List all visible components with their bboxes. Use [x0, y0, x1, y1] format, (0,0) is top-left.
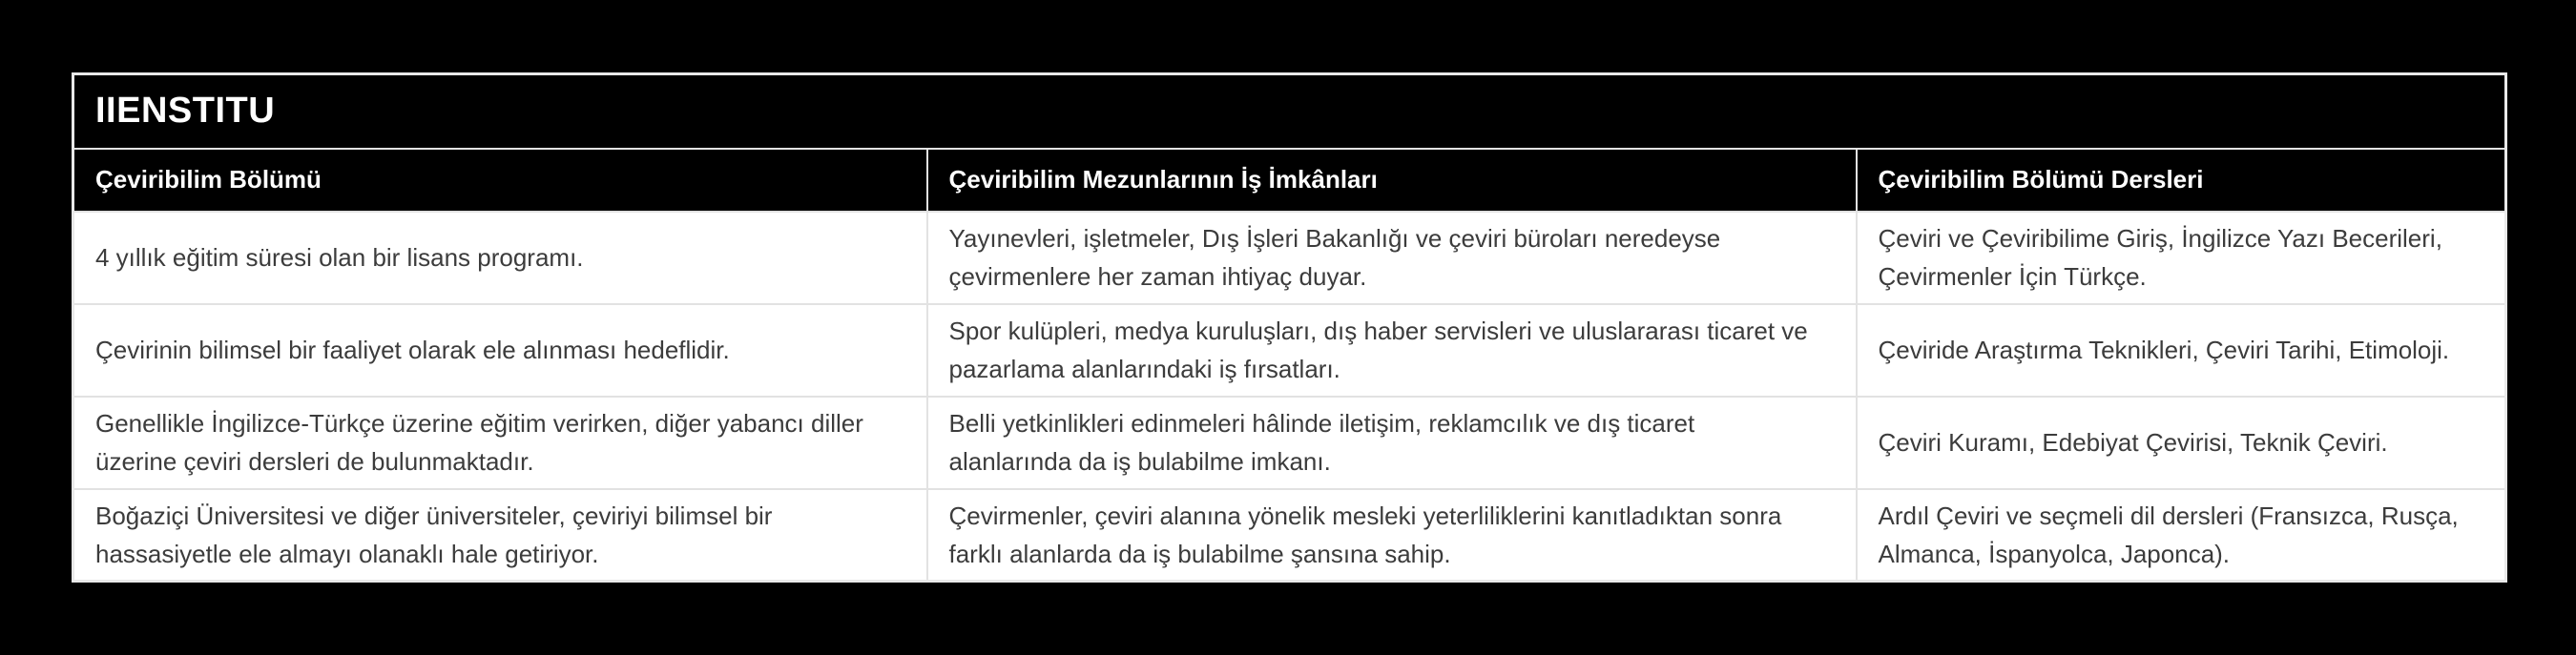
table-cell: Çeviride Araştırma Teknikleri, Çeviri Tarihi, Etimoloji. [1857, 304, 2506, 397]
table-cell: 4 yıllık eğitim süresi olan bir lisans programı. [73, 212, 927, 304]
translation-department-table [72, 72, 2507, 583]
table-cell: Boğaziçi Üniversitesi ve diğer üniversiteler, çeviriyi bilimsel bir hassasiyetle ele almayı olanaklı hale getiriyor. [73, 489, 927, 582]
table-cell: Çevirmenler, çeviri alanına yönelik mesleki yeterliliklerini kanıtladıktan sonra farklı alanlarda da iş bulabilme şansına sahip. [927, 489, 1857, 582]
table-row [73, 397, 2506, 489]
column-header-bolumu-dersleri: Çeviribilim Bölümü Dersleri [1857, 149, 2506, 212]
table-cell: Genellikle İngilizce-Türkçe üzerine eğitim verirken, diğer yabancı diller üzerine çeviri dersleri de bulunmaktadır. [73, 397, 927, 489]
column-header-is-imkanlari: Çeviribilim Mezunlarının İş İmkânları [927, 149, 1857, 212]
table-row [73, 212, 2506, 304]
table-row [73, 489, 2506, 582]
title-row [73, 74, 2506, 149]
header-row [73, 149, 2506, 212]
table-cell: Çeviri ve Çeviribilime Giriş, İngilizce Yazı Becerileri, Çevirmenler İçin Türkçe. [1857, 212, 2506, 304]
table-cell: Belli yetkinlikleri edinmeleri hâlinde iletişim, reklamcılık ve dış ticaret alanlarında da iş bulabilme imkanı. [927, 397, 1857, 489]
brand-title: IIENSTITU [73, 74, 2506, 149]
table-cell: Çeviri Kuramı, Edebiyat Çevirisi, Teknik Çeviri. [1857, 397, 2506, 489]
table-cell: Spor kulüpleri, medya kuruluşları, dış haber servisleri ve uluslararası ticaret ve pazarlama alanlarındaki iş fırsatları. [927, 304, 1857, 397]
table-cell: Çevirinin bilimsel bir faaliyet olarak ele alınması hedeflidir. [73, 304, 927, 397]
table-cell: Yayınevleri, işletmeler, Dış İşleri Bakanlığı ve çeviri büroları neredeyse çevirmenlere her zaman ihtiyaç duyar. [927, 212, 1857, 304]
column-header-ceviribilim-bolumu: Çeviribilim Bölümü [73, 149, 927, 212]
table-cell: Ardıl Çeviri ve seçmeli dil dersleri (Fransızca, Rusça, Almanca, İspanyolca, Japonca). [1857, 489, 2506, 582]
table-row [73, 304, 2506, 397]
